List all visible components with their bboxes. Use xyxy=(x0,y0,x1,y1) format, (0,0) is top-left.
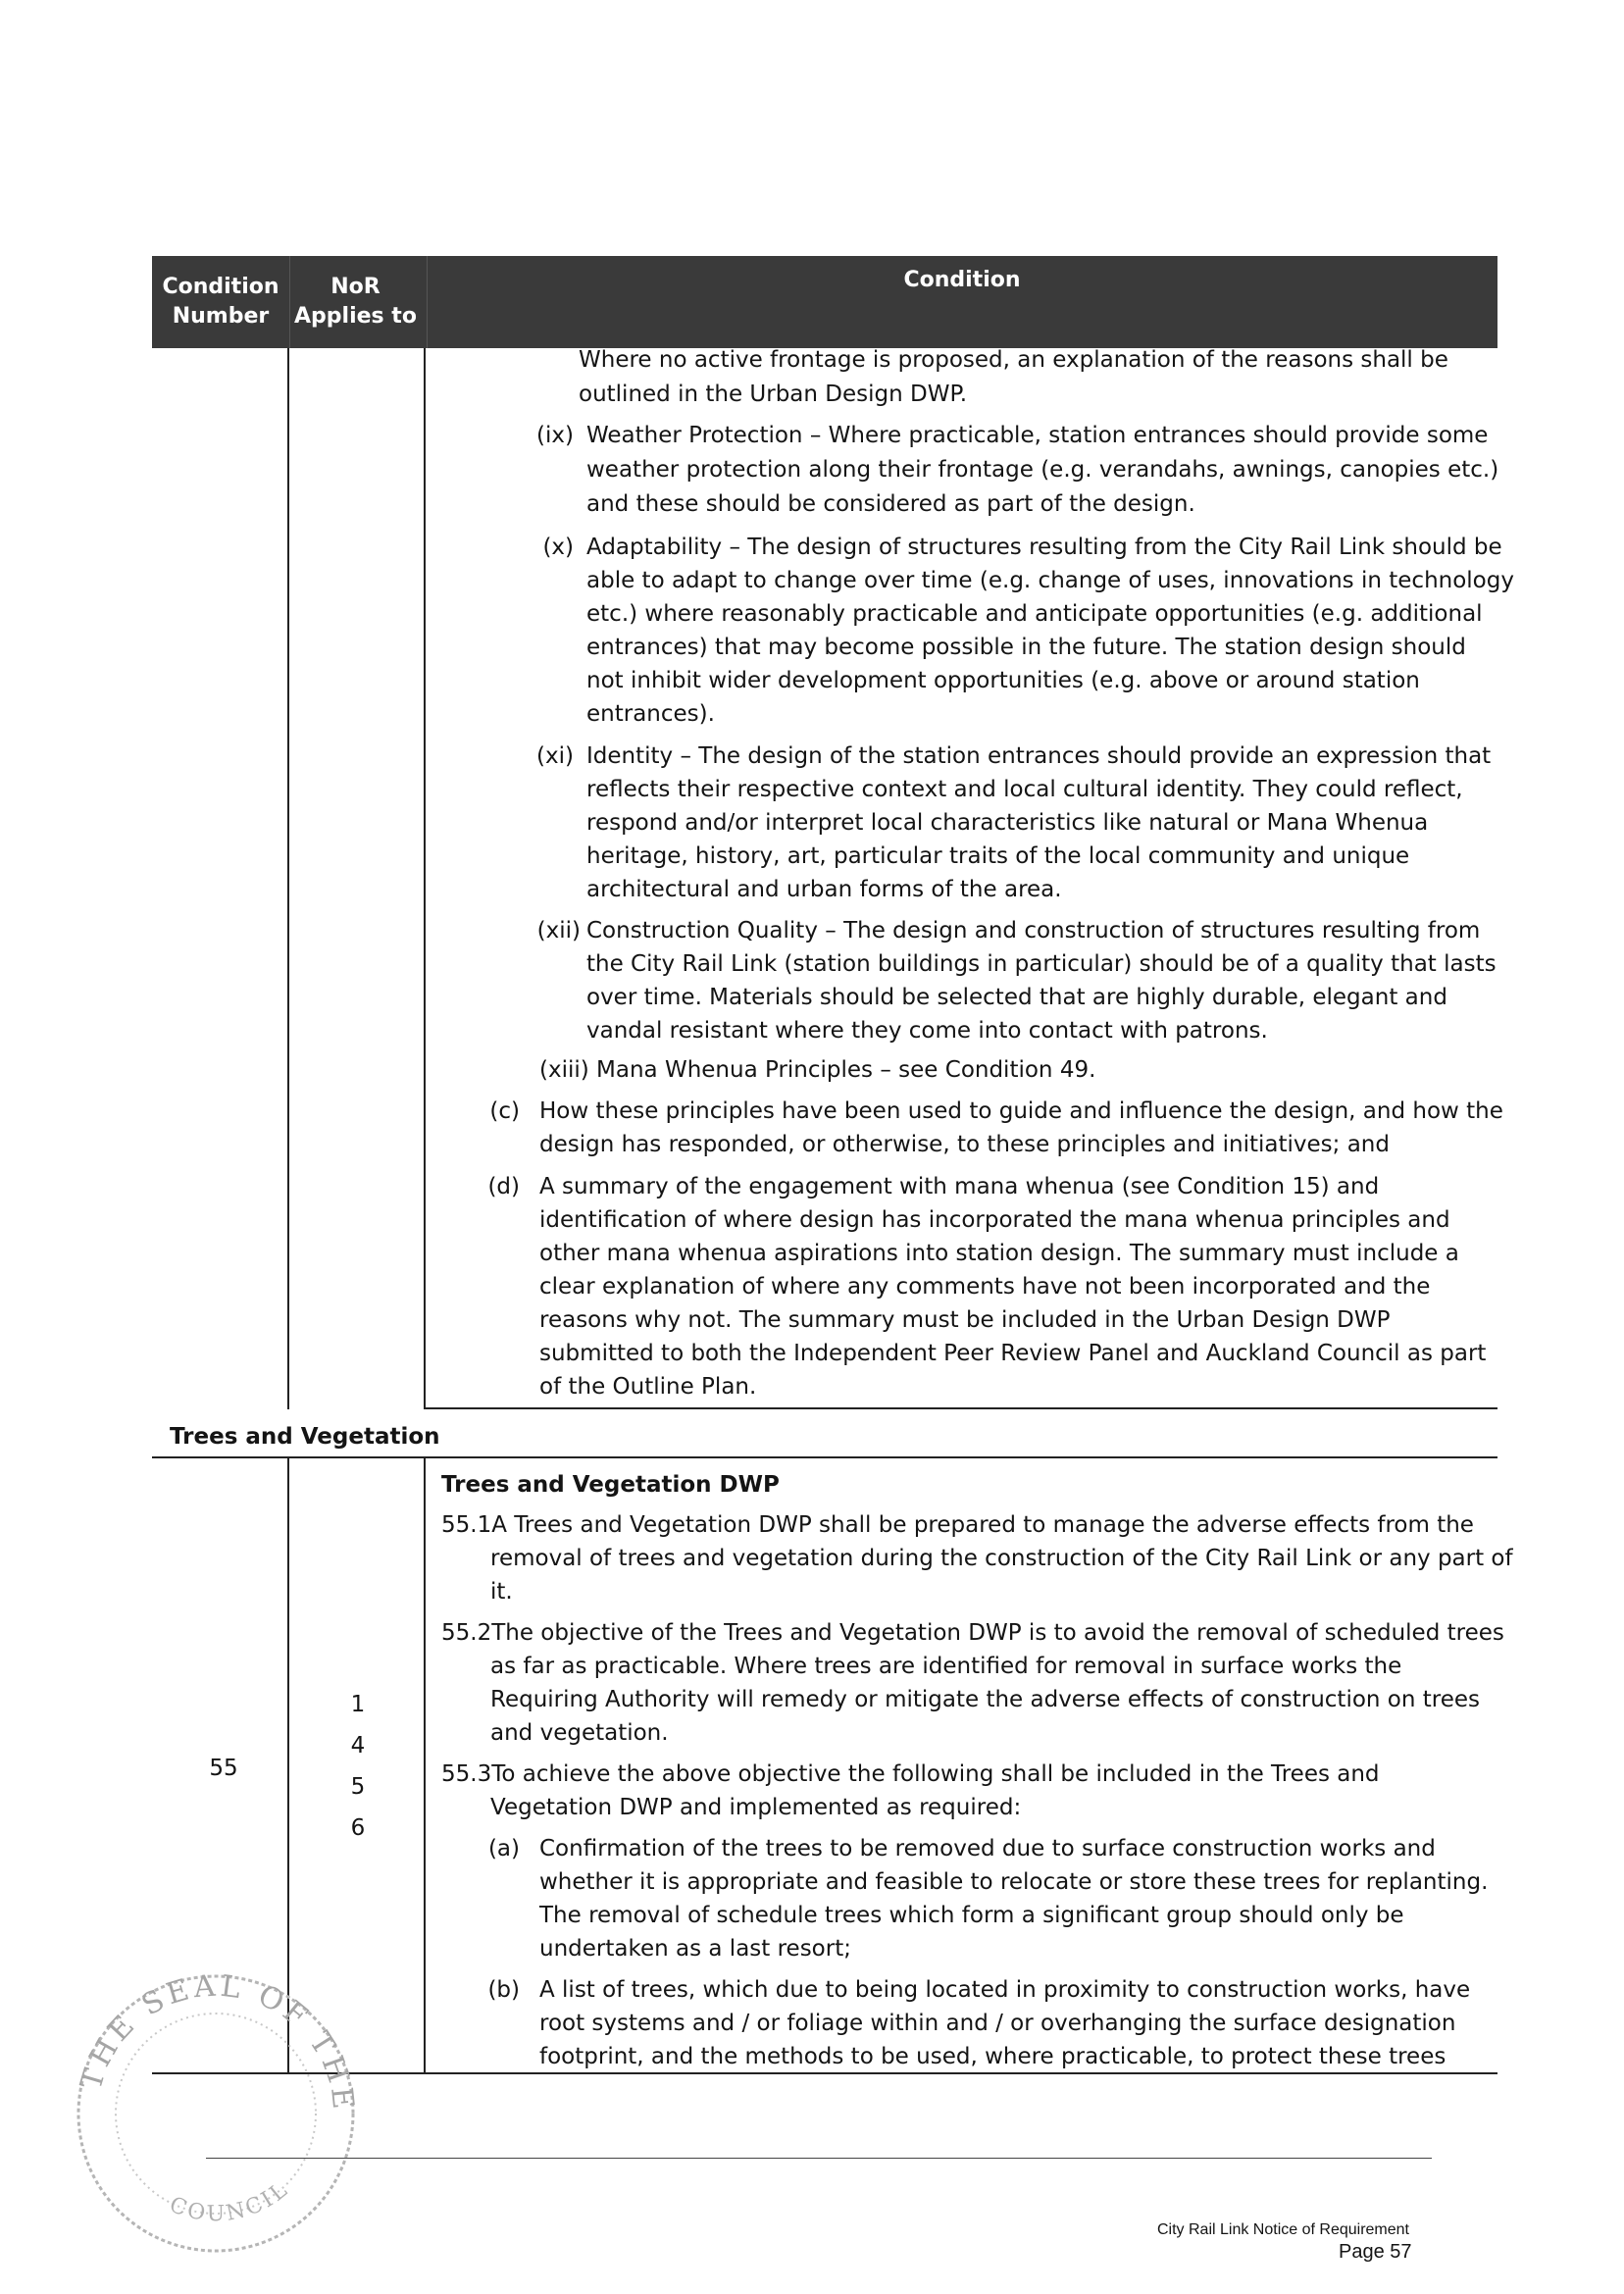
seal-text-bottom: COUNCIL xyxy=(166,2176,294,2227)
footer-rule xyxy=(206,2158,1432,2159)
footer-page-number: Page 57 xyxy=(1339,2241,1412,2263)
nor-value: 1 xyxy=(350,1692,366,1717)
header-condition: Condition xyxy=(903,268,1021,292)
header-nor-applies-to xyxy=(289,273,422,331)
item-x-line: etc.) where reasonably practicable and anticipate opportunities (e.g. additional xyxy=(586,601,1483,627)
item-xi-line: architectural and urban forms of the area. xyxy=(586,877,1062,902)
item-xiii: (xiii) Mana Whenua Principles – see Condition 49. xyxy=(539,1057,1096,1083)
item-d-line: identification of where design has incorporated the mana whenua principles and xyxy=(539,1207,1450,1233)
para-55-2-line: as far as practicable. Where trees are identified for removal in surface works the xyxy=(490,1654,1402,1679)
para-55-2-line: Requiring Authority will remedy or mitigate the adverse effects of construction on trees xyxy=(490,1687,1481,1712)
item-label-xi: (xi) xyxy=(536,743,574,769)
item-d-line: A summary of the engagement with mana whenua (see Condition 15) and xyxy=(539,1174,1380,1199)
nor-value: 5 xyxy=(350,1774,366,1800)
para-55-1-line: 55.1A Trees and Vegetation DWP shall be prepared to manage the adverse effects from the xyxy=(441,1512,1474,1538)
seal-text-top: THE SEAL OF THE xyxy=(74,1968,361,2115)
item-c-line: design has responded, or otherwise, to these principles and initiatives; and xyxy=(539,1132,1390,1157)
item-ix-line: Weather Protection – Where practicable, station entrances should provide some xyxy=(586,423,1489,448)
footer-doc-title: City Rail Link Notice of Requirement xyxy=(1157,2221,1409,2238)
item-b-line: A list of trees, which due to being located in proximity to construction works, have xyxy=(539,1977,1471,2003)
item-x-line: entrances). xyxy=(586,701,715,727)
nor-value: 4 xyxy=(350,1733,366,1759)
council-seal xyxy=(59,1947,373,2261)
seal-inner-ring xyxy=(116,2014,316,2214)
item-x-line: able to adapt to change over time (e.g. change of uses, innovations in technology xyxy=(586,568,1514,593)
column-divider xyxy=(424,1458,426,2074)
item-x-line: not inhibit wider development opportunities (e.g. above or around station xyxy=(586,668,1420,693)
item-x-line: Adaptability – The design of structures resulting from the City Rail Link should be xyxy=(586,535,1502,560)
item-x-line: entrances) that may become possible in the future. The station design should xyxy=(586,635,1466,660)
item-ix-line: and these should be considered as part of the design. xyxy=(586,491,1195,517)
column-divider xyxy=(287,348,289,1409)
item-a-line: Confirmation of the trees to be removed due to surface construction works and xyxy=(539,1836,1436,1861)
item-label-b: (b) xyxy=(487,1977,520,2003)
item-xii-line: the City Rail Link (station buildings in particular) should be of a quality that lasts xyxy=(586,951,1497,977)
para-55-1-line: removal of trees and vegetation during the construction of the City Rail Link or any part of xyxy=(490,1546,1513,1571)
row-divider xyxy=(152,1456,1497,1458)
condition-number: 55 xyxy=(209,1756,238,1781)
para-55-2-line: 55.2The objective of the Trees and Vegetation DWP is to avoid the removal of scheduled trees xyxy=(441,1620,1504,1646)
item-label-d: (d) xyxy=(487,1174,520,1199)
item-xii-line: vandal resistant where they come into contact with patrons. xyxy=(586,1018,1268,1044)
item-label-c: (c) xyxy=(489,1098,520,1124)
item-xii-line: Construction Quality – The design and construction of structures resulting from xyxy=(586,918,1481,943)
item-xi-line: Identity – The design of the station entrances should provide an expression that xyxy=(586,743,1492,769)
item-xi-line: respond and/or interpret local characteristics like natural or Mana Whenua xyxy=(586,810,1429,836)
header-col1-line2: Number xyxy=(172,304,270,329)
item-label-a: (a) xyxy=(487,1836,520,1861)
row-divider xyxy=(424,1407,1497,1409)
header-col2-line1: NoR xyxy=(330,275,381,299)
item-a-line: undertaken as a last resort; xyxy=(539,1936,851,1962)
item-d-line: of the Outline Plan. xyxy=(539,1374,757,1400)
item-ix-line: weather protection along their frontage (e.g. verandahs, awnings, canopies etc.) xyxy=(586,457,1499,483)
condition-heading: Trees and Vegetation DWP xyxy=(441,1472,780,1498)
item-xi-line: reflects their respective context and local cultural identity. They could reflect, xyxy=(586,777,1463,802)
item-xii-line: over time. Materials should be selected that are highly durable, elegant and xyxy=(586,985,1447,1010)
para-55-2-line: and vegetation. xyxy=(490,1720,669,1746)
item-label-xii: (xii) xyxy=(536,918,581,943)
item-a-line: whether it is appropriate and feasible to relocate or store these trees for replanting. xyxy=(539,1869,1489,1895)
nor-value: 6 xyxy=(350,1815,366,1841)
item-c-line: How these principles have been used to guide and influence the design, and how the xyxy=(539,1098,1503,1124)
header-col1-line1: Condition xyxy=(162,275,279,299)
continued-text-line: Where no active frontage is proposed, an explanation of the reasons shall be xyxy=(579,347,1448,373)
item-b-line: footprint, and the methods to be used, where practicable, to protect these trees xyxy=(539,2044,1446,2069)
item-xi-line: heritage, history, art, particular traits of the local community and unique xyxy=(586,843,1410,869)
item-d-line: other mana whenua aspirations into station design. The summary must include a xyxy=(539,1241,1459,1266)
item-d-line: clear explanation of where any comments have not been incorporated and the xyxy=(539,1274,1431,1300)
continued-text-line: outlined in the Urban Design DWP. xyxy=(579,382,968,407)
item-d-line: submitted to both the Independent Peer Review Panel and Auckland Council as part xyxy=(539,1341,1487,1366)
para-55-3-line: Vegetation DWP and implemented as required: xyxy=(490,1795,1022,1820)
para-55-1-line: it. xyxy=(490,1579,513,1605)
item-b-line: root systems and / or foliage within and / or overhanging the surface designation xyxy=(539,2011,1456,2036)
table-header xyxy=(152,256,1497,348)
item-a-line: The removal of schedule trees which form a significant group should only be xyxy=(539,1903,1404,1928)
para-55-3-line: 55.3To achieve the above objective the following shall be included in the Trees and xyxy=(441,1761,1380,1787)
header-condition-number xyxy=(152,273,289,331)
header-col2-line2: Applies to xyxy=(294,304,417,329)
item-d-line: reasons why not. The summary must be included in the Urban Design DWP xyxy=(539,1307,1391,1333)
section-title: Trees and Vegetation xyxy=(170,1424,440,1450)
item-label-x: (x) xyxy=(542,535,574,560)
item-label-ix: (ix) xyxy=(536,423,574,448)
column-divider xyxy=(424,348,426,1409)
